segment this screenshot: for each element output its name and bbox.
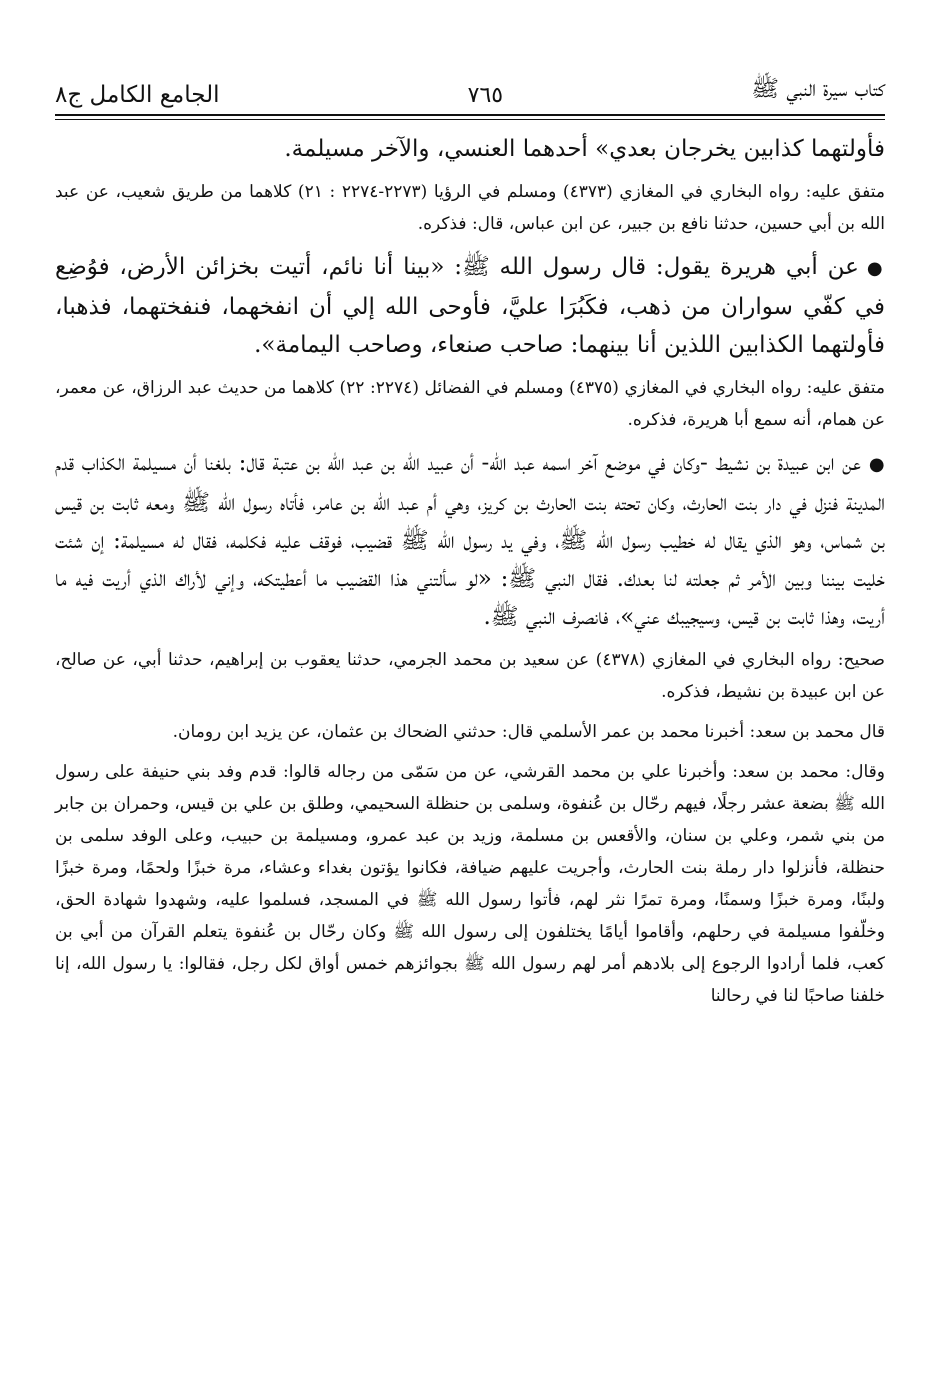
- page-number: ٧٦٥: [467, 83, 504, 108]
- hadith-text: فأولتهما كذابين يخرجان بعدي» أحدهما العنسي، والآخر مسيلمة.: [284, 136, 885, 162]
- takhrij-note: متفق عليه: رواه البخاري في المغازي (٤٣٧٥) ومسلم في الفضائل (٢٢٧٤: ٢٢) كلاهما من حديث عبد الرزاق، عن معمر، عن همام، أنه سمع أبا هريرة، فذكره.: [55, 378, 885, 430]
- hadith-text: ●عن أبي هريرة يقول: قال رسول الله ﷺ: «بينا أنا نائم، أتيت بخزائن الأرض، فوُضِع في كفّي سواران من ذهب، فكَبُرَا عليَّ، فأوحى الله إلي أن انفخهما، فنفختهما، فذهبا، فأولتهما الكذابين اللذين أنا بينهما: صاحب صنعاء، وصاحب اليمامة».: [55, 254, 885, 358]
- running-header: [55, 60, 885, 108]
- takhrij-note: متفق عليه: رواه البخاري في المغازي (٤٣٧٣) ومسلم في الرؤيا (٢٢٧٣-٢٢٧٤ : ٢١) كلاهما من طريق شعيب، عن عبد الله بن أبي حسين، حدثنا نافع بن جبير، عن ابن عباس، قال: فذكره.: [55, 182, 885, 234]
- page-body: [55, 130, 885, 1012]
- page: [55, 60, 885, 1020]
- volume-title: الجامع الكامل ج٨: [55, 82, 220, 108]
- bullet-icon: ●: [868, 454, 885, 475]
- hadith-text: ●عن ابن عبيدة بن نشيط -وكان في موضع آخر اسمه عبد الله- أن عبيد الله بن عبد الله بن عتبة قال: بلغنا أن مسيلمة الكذاب قدم المدينة فنزل في دار بنت الحارث، وكان تحته بنت الحارث بن كريز، وهي أم عبد الله بن عامر، فأتاه رسول الله ﷺ ومعه ثابت بن قيس بن شماس، وهو الذي يقال له خطيب رسول الله ﷺ، وفي يد رسول الله ﷺ قضيب، فوقف عليه فكلمه، فقال له مسيلمة: إن شئت خليت بيننا وبين الأمر ثم جعلته لنا بعدك. فقال النبي ﷺ: «لو سألتني هذا القضيب ما أعطيتكه، وإني لأراك الذي أريت فيه ما أريت، وهذا ثابت بن قيس، وسيجيبك عني»، فانصرف النبي ﷺ.: [55, 450, 885, 630]
- takhrij-note: صحيح: رواه البخاري في المغازي (٤٣٧٨) عن سعيد بن محمد الجرمي، حدثنا يعقوب بن إبراهيم، حدثنا أبي، عن صالح، عن ابن عبيدة بن نشيط، فذكره.: [55, 650, 885, 702]
- narration-note: وقال: محمد بن سعد: وأخبرنا علي بن محمد القرشي، عن من سَمّى من رجاله قالوا: قدم وفد بني حنيفة على رسول الله ﷺ بضعة عشر رجلًا، فيهم رحّال بن عُنفوة، وسلمى بن حنظلة السحيمي، وطلق بن علي بن قيس، وحمران بن جابر من بني شمر، وعلي بن سنان، والأقعس بن مسلمة، وزيد بن عبد عمرو، ومسيلمة بن حبيب، وعلى الوفد سلمى بن حنظلة، فأنزلوا دار رملة بنت الحارث، وأجريت عليهم ضيافة، فكانوا يؤتون بغداء وعشاء، مرة خبزًا ولحمًا، ومرة خبزًا ولبنًا، ومرة خبزًا وسمنًا، ومرة تمرًا نثر لهم، فأتوا رسول الله ﷺ في المسجد، فسلموا عليه، وشهدوا شهادة الحق، وخلّفوا مسيلمة في رحلهم، وأقاموا أيامًا يختلفون إلى رسول الله ﷺ وكان رحّال بن عُنفوة يتعلم القرآن من أبي بن كعب، فلما أرادوا الرجوع إلى بلادهم أمر لهم رسول الله ﷺ بجوائزهم خمس أواق لكل رجل، فقالوا: يا رسول الله، إنا خلفنا صاحبًا لنا في رحالنا: [55, 762, 885, 1006]
- narration-note: قال محمد بن سعد: أخبرنا محمد بن عمر الأسلمي قال: حدثني الضحاك بن عثمان، عن يزيد ابن رومان.: [172, 722, 885, 742]
- bullet-icon: ●: [866, 258, 885, 279]
- book-title: كتاب سيرة النبي ﷺ: [751, 76, 885, 102]
- header-rule-thin: [55, 119, 885, 120]
- header-rule-thick: [55, 114, 885, 116]
